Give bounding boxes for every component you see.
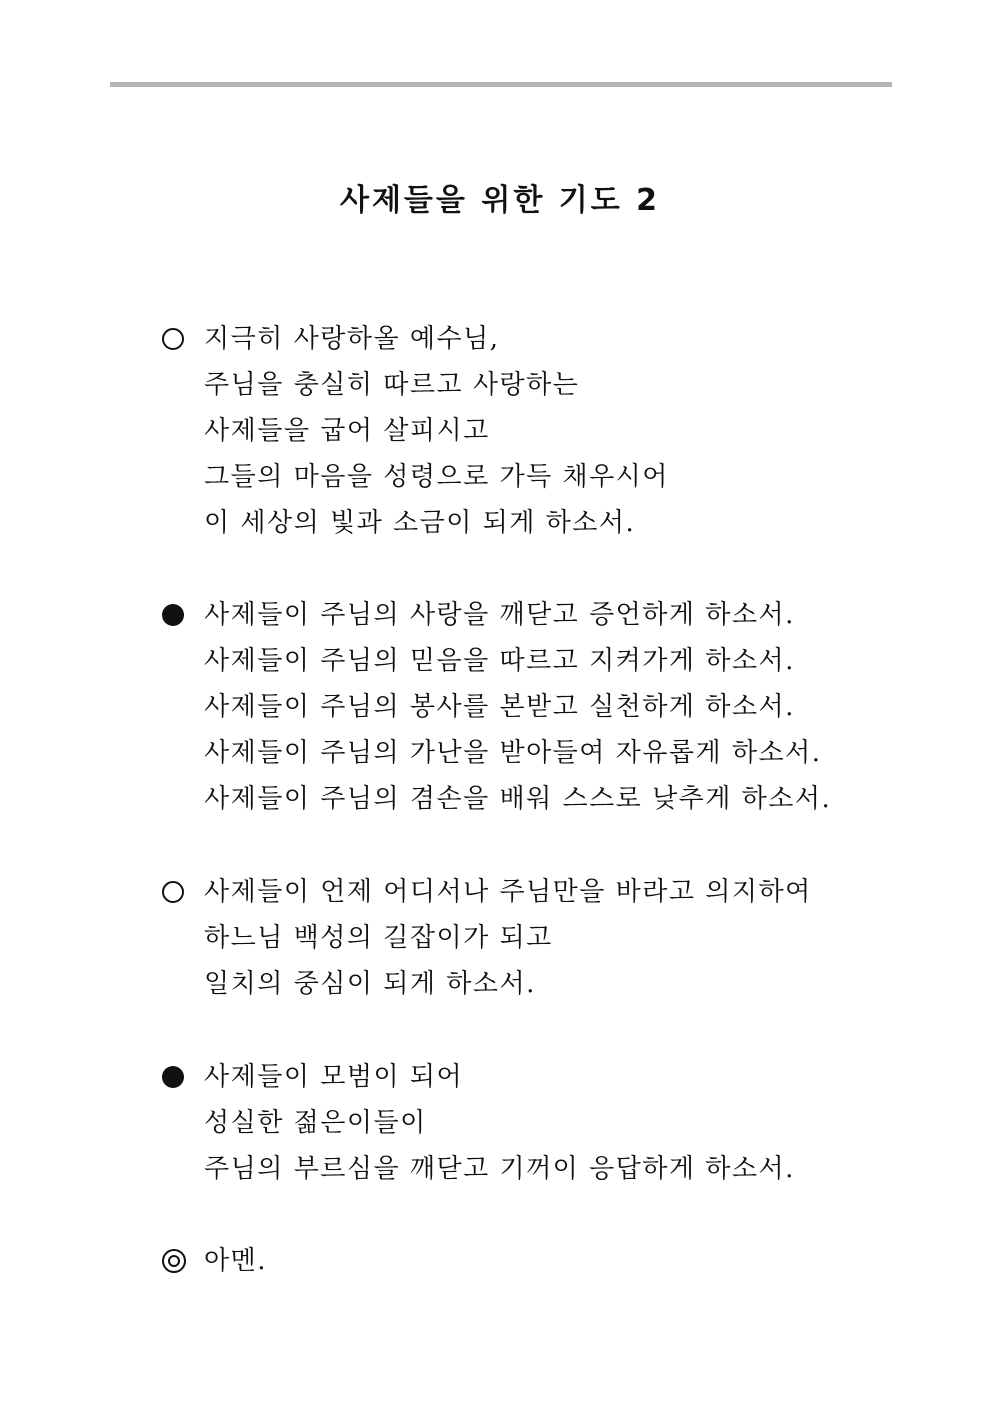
stanza-line [162, 362, 882, 408]
stanza-line [162, 1146, 882, 1192]
line-text: 그들의 마음을 성령으로 가득 채우시어 [204, 462, 669, 492]
stanza-line [162, 316, 882, 362]
line-text: 주님을 충실히 따르고 사랑하는 [204, 370, 580, 400]
line-text: 성실한 젊은이들이 [204, 1108, 427, 1138]
stanza-1 [162, 316, 882, 546]
stanza-line [162, 1238, 882, 1284]
line-text: 일치의 중심이 되게 하소서. [204, 969, 536, 999]
stanza-line [162, 638, 882, 684]
stanza-line [162, 1100, 882, 1146]
stanza-4 [162, 1054, 882, 1192]
double-circle-icon [162, 1238, 196, 1284]
line-text: 사제들이 주님의 사랑을 깨닫고 증언하게 하소서. [204, 600, 795, 630]
stanza-line [162, 684, 882, 730]
filled-circle-icon [162, 1054, 196, 1100]
stanza-line [162, 730, 882, 776]
stanza-line [162, 915, 882, 961]
stanza-line [162, 961, 882, 1007]
line-text: 사제들이 주님의 봉사를 본받고 실천하게 하소서. [204, 692, 795, 722]
line-text: 사제들이 주님의 가난을 받아들여 자유롭게 하소서. [204, 738, 822, 768]
line-text: 하느님 백성의 길잡이가 되고 [204, 923, 553, 953]
filled-circle-icon [162, 592, 196, 638]
line-text: 사제들이 모범이 되어 [204, 1062, 464, 1092]
open-circle-icon [162, 316, 196, 362]
stanza-2 [162, 592, 882, 822]
line-text: 주님의 부르심을 깨닫고 기꺼이 응답하게 하소서. [204, 1154, 795, 1184]
stanza-line [162, 869, 882, 915]
stanza-line [162, 592, 882, 638]
stanza-5 [162, 1238, 882, 1284]
line-text: 사제들이 언제 어디서나 주님만을 바라고 의지하여 [204, 877, 812, 907]
stanza-line [162, 500, 882, 546]
line-text: 지극히 사랑하올 예수님, [204, 324, 500, 354]
line-text: 사제들이 주님의 겸손을 배워 스스로 낮추게 하소서. [204, 784, 832, 814]
line-text: 이 세상의 빛과 소금이 되게 하소서. [204, 508, 636, 538]
stanza-line [162, 454, 882, 500]
top-divider [110, 82, 892, 87]
line-text: 사제들을 굽어 살피시고 [204, 416, 490, 446]
open-circle-icon [162, 869, 196, 915]
line-text: 사제들이 주님의 믿음을 따르고 지켜가게 하소서. [204, 646, 795, 676]
stanza-3 [162, 869, 882, 1007]
stanza-line [162, 776, 882, 822]
stanza-line [162, 1054, 882, 1100]
line-text: 아멘. [204, 1246, 267, 1276]
page-title: 사제들을 위한 기도 2 [339, 183, 661, 218]
stanza-line [162, 408, 882, 454]
